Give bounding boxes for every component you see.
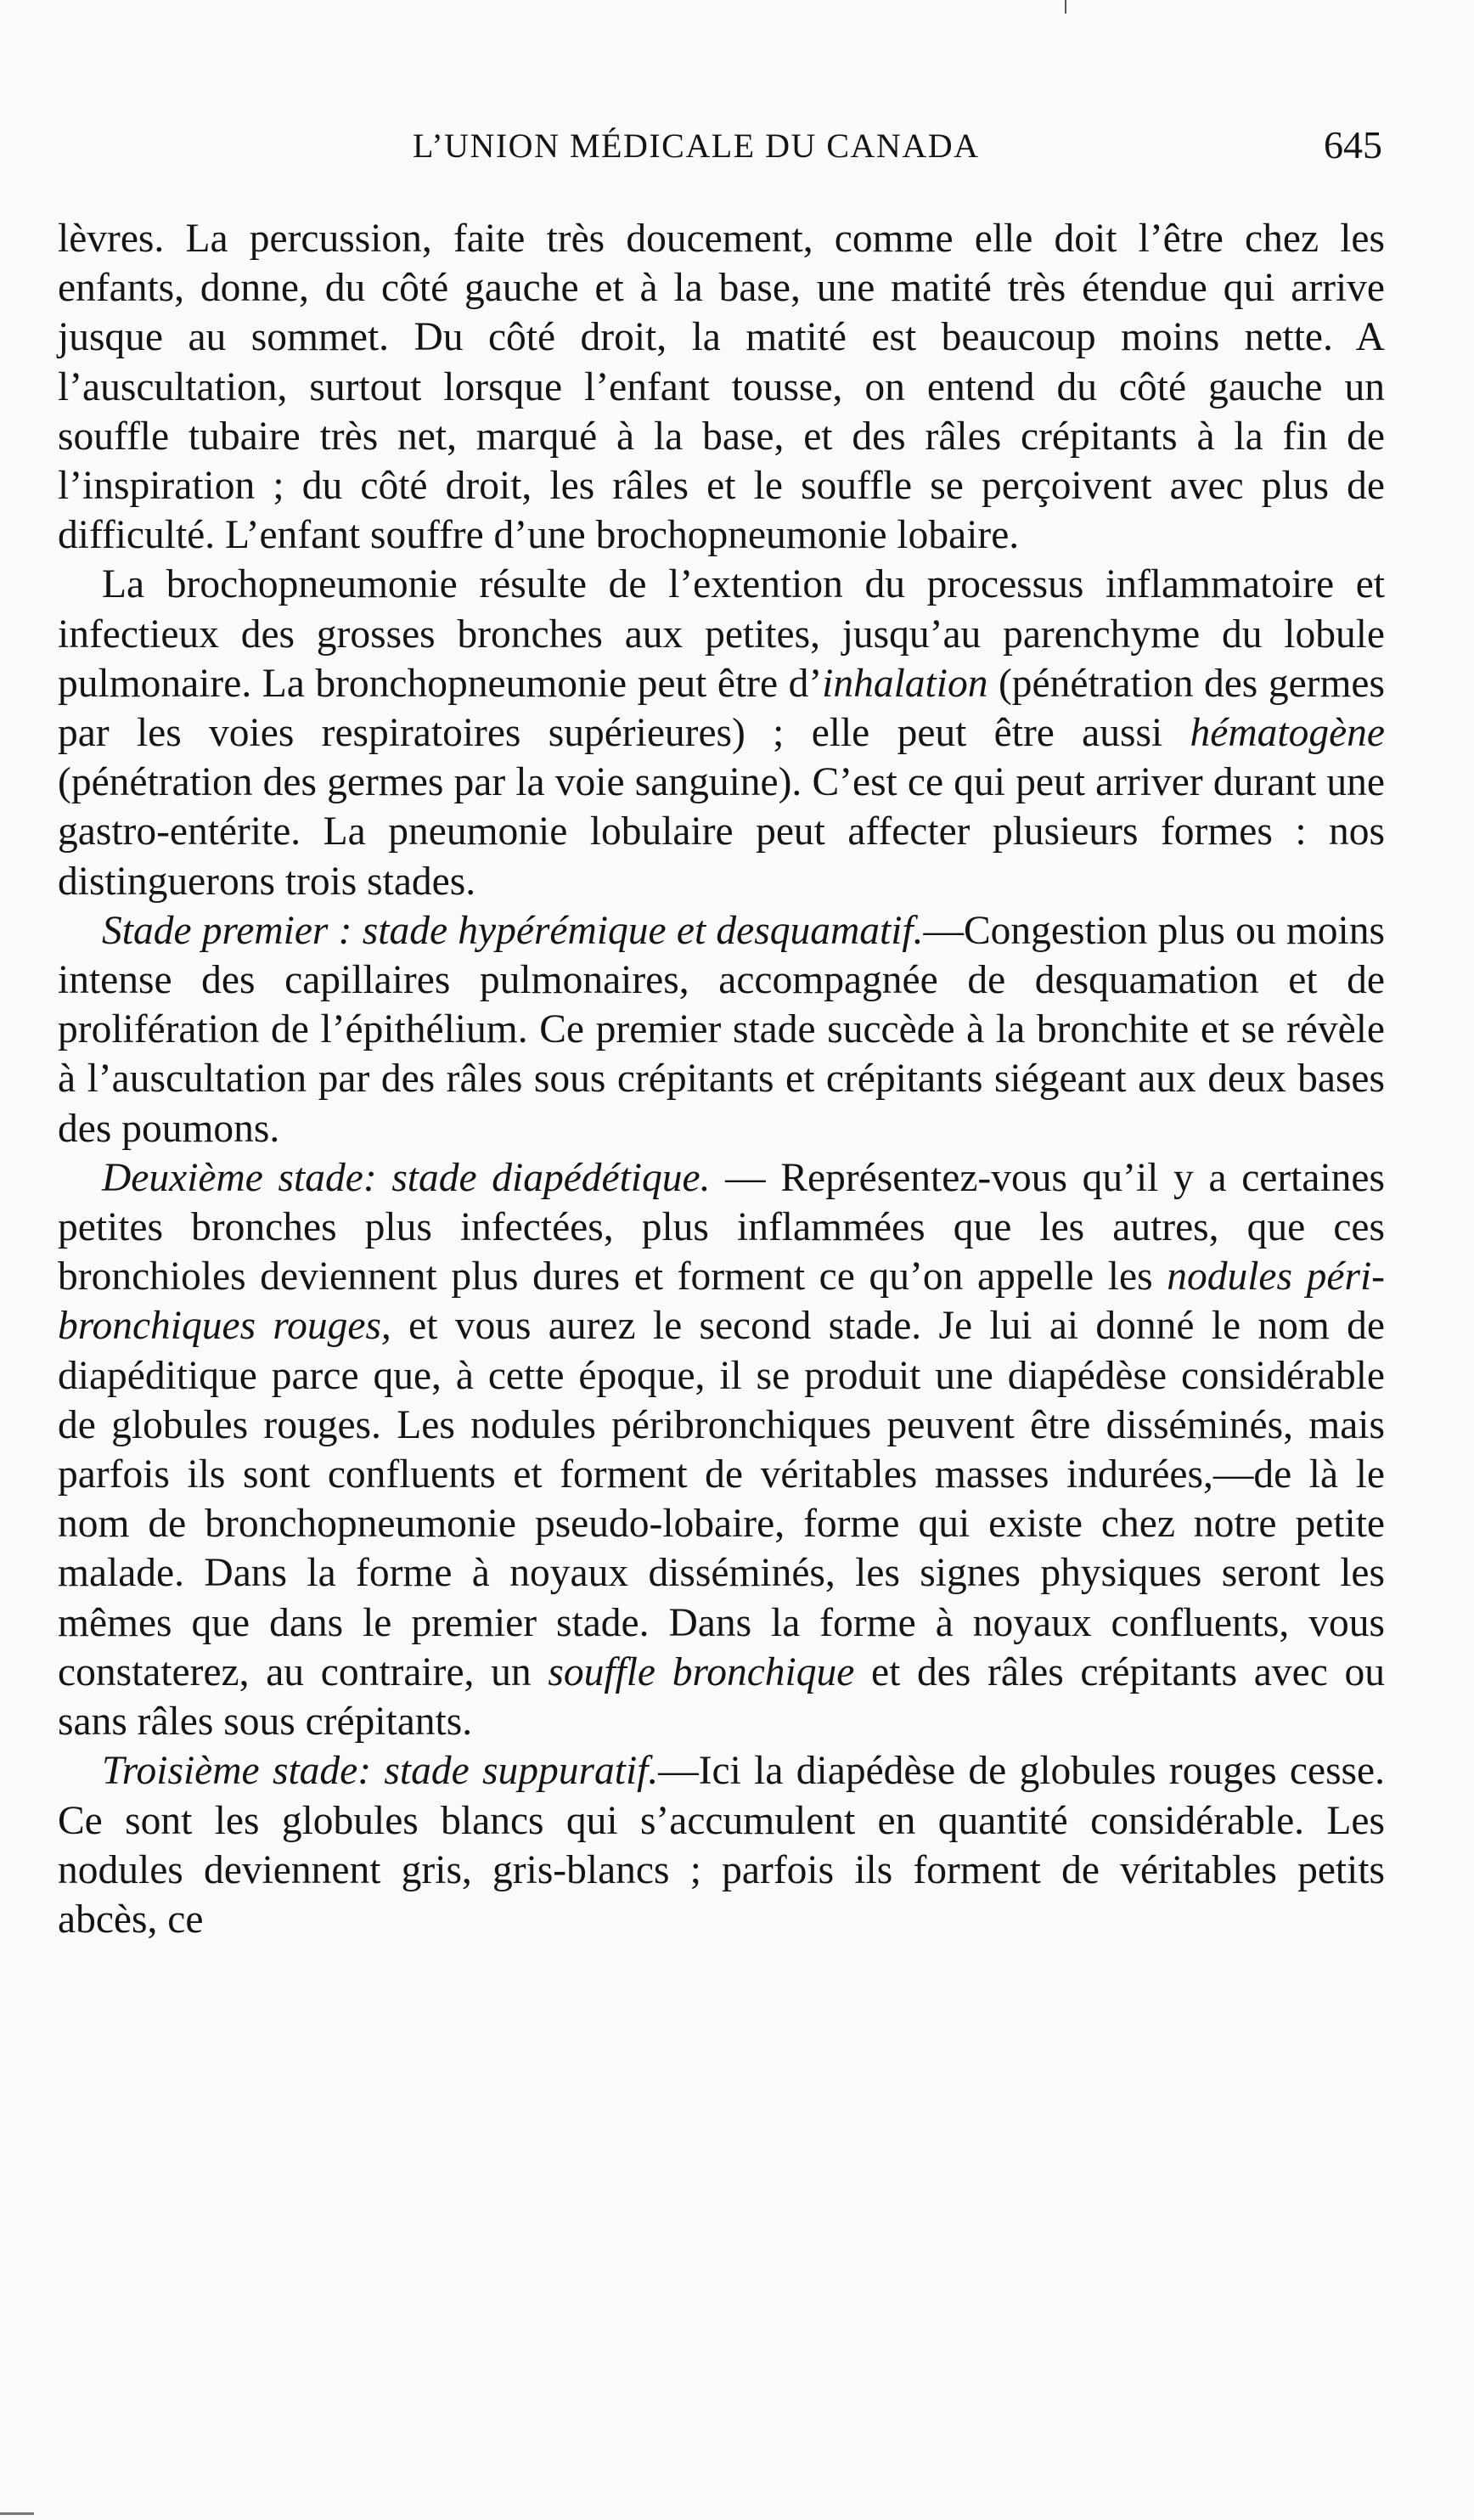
paragraph-2-text-c: (pénétration des germes par les voies respiratoires supérieures) ; elle peut être aussi [58,661,1385,756]
paragraph-3-text: —Congestion plus ou moins intense des capillaires pulmonaires, accompagnée de desquamation et de prolifération de l’épithélium. Ce premier stade succède à la bronchite et se révèle à l’auscultation par des râles sous crépitants et crépitants siégeant aux deux bases des poumons. [58,908,1385,1151]
scan-mark-top [1065,0,1066,14]
paragraph-2 [58,560,1385,905]
paragraph-4-text-b: — Représentez-vous qu’il y a certaines petites bronches plus infectées, plus inflammées que les autres, que ces bronchioles deviennent plus dures et forment ce qu’on appelle les [58,1155,1385,1299]
paragraph-2-text-a: La brochopneumonie résulte de l’extention du processus inflammatoire et infectieux des grosses bronches aux petites, jusqu’au parenchyme du lobule pulmonaire. La bronchopneumonie peut être d’ [58,562,1385,706]
paragraph-2-italic-hematogene: hématogène [1190,711,1385,756]
body-text [58,214,1385,1944]
page-number: 645 [1324,123,1382,166]
paragraph-4-italic-souffle: souffle bronchique [548,1649,855,1694]
paragraph-5-text: —Ici la diapédèse de globules rouges cesse. Ce sont les globules blancs qui s’accumulent en quantité considérable. Les nodules deviennent gris, gris-blancs ; parfois ils forment de véritables petits abcès, ce [58,1749,1385,1942]
paragraph-1: lèvres. La percussion, faite très doucement, comme elle doit l’être chez les enfants, donne, du côté gauche et à la base, une matité très étendue qui arrive jusque au sommet. Du côté droit, la matité est beaucoup moins nette. A l’auscultation, surtout lorsque l’enfant tousse, on entend du côté gauche un souffle tubaire très net, marqué à la base, et des râles crépitants à la fin de l’inspiration ; du côté droit, les râles et le souffle se perçoivent avec plus de difficulté. L’enfant souffre d’une brochopneumonie lobaire. [58,217,1385,558]
running-title: L’UNION MÉDICALE DU CANADA [413,127,980,165]
paragraph-4-text-d: et vous aurez le second stade. Je lui ai donné le nom de diapéditique parce que, à cette époque, il se produit une diapédèse considérable de globules rouges. Les nodules péribronchiques peuvent être disséminés, mais parfois ils sont confluents et forment de véritables masses indurées,—de là le nom de bronchopneumonie pseudo-lobaire, forme qui existe chez notre petite malade. Dans la forme à noyaux disséminés, les signes physiques seront les mêmes que dans le premier stade. Dans la forme à noyaux confluents, vous constaterez, au contraire, un [58,1304,1385,1694]
stage-3-heading: Troisième stade: stade suppuratif. [102,1749,659,1794]
page-header [0,123,1474,177]
paragraph-2-italic-inhalation: inhalation [822,661,988,706]
paragraph-4 [58,1153,1385,1746]
stage-2-heading: Deuxième stade: stade diapédétique. [102,1155,711,1200]
paragraph-3 [58,906,1385,1153]
paragraph-5 [58,1746,1385,1944]
paragraph-2-text-e: (pénétration des germes par la voie sanguine). C’est ce qui peut arriver durant une gastro-entérite. La pneumonie lobulaire peut affecter plusieurs formes : nos distinguerons trois stades. [58,760,1385,904]
stage-1-heading: Stade premier : stade hypérémique et desquamatif. [102,908,924,953]
scan-mark-bottom [0,2512,34,2515]
paragraph-4-text-f: et des râles crépitants avec ou sans râles sous crépitants. [58,1649,1386,1745]
paragraph-4-italic-nodules: nodules péri-bronchiques rouges, [58,1254,1385,1349]
